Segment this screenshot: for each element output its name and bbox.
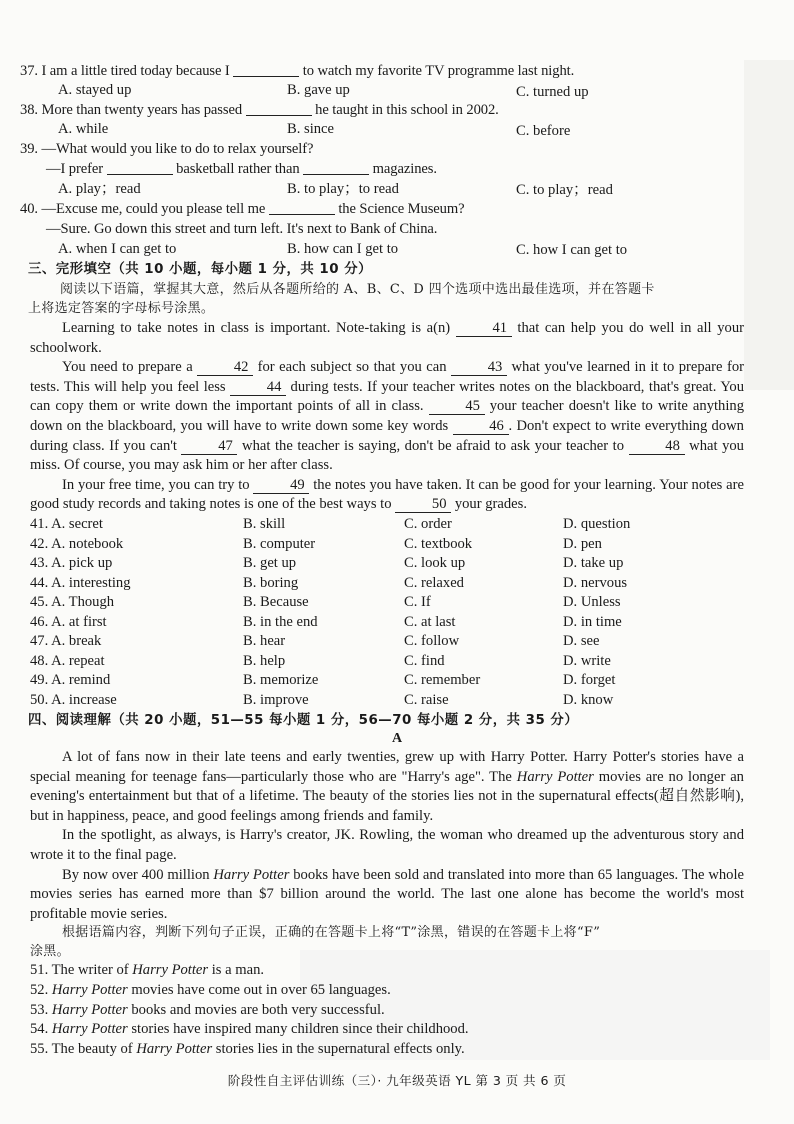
section-3-instruction-cont: 上将选定答案的字母标号涂黑。 (28, 301, 215, 316)
answer-blank (269, 200, 335, 215)
answer-blank (107, 160, 173, 175)
blank-50: 50 (395, 497, 451, 513)
cloze-option: D. Unless (563, 594, 621, 610)
option: B. to play；to read (287, 181, 399, 197)
cloze-option: D. see (563, 633, 600, 649)
tf-item-53: 53. Harry Potter books and movies are both very successful. (30, 1001, 385, 1018)
reading-paragraph-3: By now over 400 million Harry Potter books have been sold and translated into more than 65 languages. The whole movies series has earned more than $7 billion around the world. The last one alone has become the world's most profitable movie series. (30, 866, 744, 922)
cloze-option-a: 45. A. Though (30, 594, 115, 610)
cloze-option: C. textbook (404, 535, 473, 552)
option: B. gave up (287, 82, 350, 98)
blank-45: 45 (429, 399, 485, 415)
reading-paragraph-2: In the spotlight, as always, is Harry's creator, JK. Rowling, the woman who dreamed up the adventurous story and wrote it to the final page. (30, 827, 744, 863)
blank-46: 46 (453, 419, 509, 435)
passage-label: A (391, 731, 403, 746)
blank-41: 41 (456, 321, 512, 337)
section-4-instruction: 根据语篇内容，判断下列句子正误，正确的在答题卡上将“T”涂黑，错误的在答题卡上将“F” (62, 925, 601, 940)
blank-43: 43 (451, 360, 507, 376)
option: C. how I can get to (516, 242, 628, 258)
cloze-option: B. hear (243, 633, 286, 649)
cloze-option: B. in the end (243, 613, 318, 630)
section-4-title: 四、阅读理解（共 20 小题，51—55 每小题 1 分，56—70 每小题 2 分，共 35 分） (28, 713, 579, 728)
reading-paragraph-1: A lot of fans now in their late teens and early twenties, grew up with Harry Potter. Harry Potter's stories have a special meaning for teenage fans—particularly those who are "Harry's age". The Harry Potter movies are no longer an evening's entertainment but that of a lifetime. The beauty of the stories lies not in the supernatural effects(超自然影响), but in happiness, peace, and good feelings among friends and family. (30, 749, 744, 824)
tf-item-55: 55. The beauty of Harry Potter stories lies in the supernatural effects only. (30, 1041, 465, 1058)
option: B. since (287, 121, 335, 137)
answer-blank (246, 101, 312, 116)
cloze-passage (30, 319, 744, 515)
bleed-through-right (744, 60, 794, 390)
cloze-option: C. relaxed (404, 574, 464, 591)
question-37: 37. I am a little tired today because I to watch my favorite TV programme last night. (20, 63, 575, 79)
cloze-paragraph-3: In your free time, you can try to 49 the notes you have taken. It can be good for your learning. Your notes are good study records and taking notes is one of the best ways to 50 your grades. (30, 476, 744, 513)
cloze-option: D. take up (563, 555, 624, 571)
cloze-option-a: 41. A. secret (30, 516, 103, 532)
cloze-option-a: 44. A. interesting (30, 574, 131, 591)
question-40: 40. —Excuse me, could you please tell me the Science Museum? (20, 201, 465, 217)
cloze-option-a: 48. A. repeat (30, 652, 105, 669)
cloze-option-a: 47. A. break (30, 633, 102, 649)
option: A. play；read (58, 181, 141, 197)
question-40-line2: —Sure. Go down this street and turn left. It's next to Bank of China. (46, 221, 438, 237)
blank-42: 42 (197, 360, 253, 376)
cloze-paragraph-2: You need to prepare a 42 for each subject so that you can 43 what you've learned in it to prepare for tests. This will help you feel less 44 during tests. If your teacher writes notes on the blackboard, that's great. You can copy them or write down the important points of all in class. 45 your teacher doesn't like to write anything down on the blackboard, you will have to write down some key words 46 . Don't expect to write everything down during class. If you can't 47 what the teacher is saying, don't be afraid to ask your teacher to 48 what you miss. Of course, you may ask him or her after class. (30, 359, 744, 474)
cloze-option: B. Because (243, 594, 309, 610)
cloze-option: B. computer (243, 535, 316, 552)
cloze-option: C. follow (404, 633, 460, 649)
cloze-option: B. improve (243, 691, 309, 708)
cloze-option: D. write (563, 652, 611, 669)
section-3-instruction: 阅读以下语篇，掌握其大意，然后从各题所给的 A、B、C、D 四个选项中选出最佳选项，并在答题卡 (60, 282, 655, 297)
tf-item-52: 52. Harry Potter movies have come out in over 65 languages. (30, 981, 391, 998)
answer-blank (233, 62, 299, 77)
option: B. how can I get to (287, 241, 399, 257)
tf-item-54: 54. Harry Potter stories have inspired many children since their childhood. (30, 1021, 469, 1038)
cloze-option-a: 43. A. pick up (30, 555, 113, 571)
blank-47: 47 (181, 439, 237, 455)
cloze-option: D. question (563, 516, 631, 532)
cloze-option: C. look up (404, 555, 466, 571)
option: A. while (58, 121, 109, 137)
question-39-line2: —I prefer basketball rather than magazines. (46, 161, 437, 177)
cloze-option: B. help (243, 652, 286, 669)
question-38: 38. More than twenty years has passed he taught in this school in 2002. (20, 102, 499, 118)
section-4-instruction-cont: 涂黑。 (30, 944, 70, 959)
blank-44: 44 (230, 380, 286, 396)
cloze-option: B. skill (243, 516, 286, 532)
option: A. stayed up (58, 82, 132, 98)
cloze-option: C. If (404, 594, 431, 610)
option: C. before (516, 123, 571, 139)
option: A. when I can get to (58, 241, 177, 257)
cloze-option-a: 49. A. remind (30, 672, 111, 688)
cloze-option: D. forget (563, 672, 616, 688)
cloze-option: C. find (404, 652, 445, 669)
section-3-title: 三、完形填空（共 10 小题，每小题 1 分，共 10 分） (28, 262, 372, 277)
cloze-option: B. memorize (243, 672, 319, 688)
answer-blank (303, 160, 369, 175)
cloze-option: D. in time (563, 613, 622, 630)
cloze-option: C. order (404, 516, 452, 532)
blank-48: 48 (629, 439, 685, 455)
cloze-option: B. get up (243, 555, 297, 571)
cloze-option-a: 42. A. notebook (30, 535, 124, 552)
cloze-paragraph-1: Learning to take notes in class is important. Note-taking is a(n) 41 that can help you do well in all your schoolwork. (30, 320, 744, 356)
option: C. turned up (516, 84, 589, 100)
cloze-option-a: 50. A. increase (30, 691, 117, 708)
cloze-option: C. at last (404, 613, 456, 630)
page-footer: 阶段性自主评估训练（三）· 九年级英语 YL 第 3 页 共 6 页 (227, 1073, 567, 1088)
cloze-option: C. raise (404, 691, 449, 708)
reading-passage (30, 748, 744, 924)
cloze-option: D. nervous (563, 574, 628, 591)
blank-49: 49 (253, 478, 309, 494)
question-39: 39. —What would you like to do to relax yourself? (20, 141, 314, 157)
cloze-option: B. boring (243, 574, 299, 591)
cloze-option: C. remember (404, 672, 481, 688)
cloze-option-a: 46. A. at first (30, 613, 107, 630)
tf-item-51: 51. The writer of Harry Potter is a man. (30, 962, 265, 978)
cloze-option: D. know (563, 691, 614, 708)
option: C. to play；read (516, 182, 613, 198)
cloze-option: D. pen (563, 535, 602, 552)
